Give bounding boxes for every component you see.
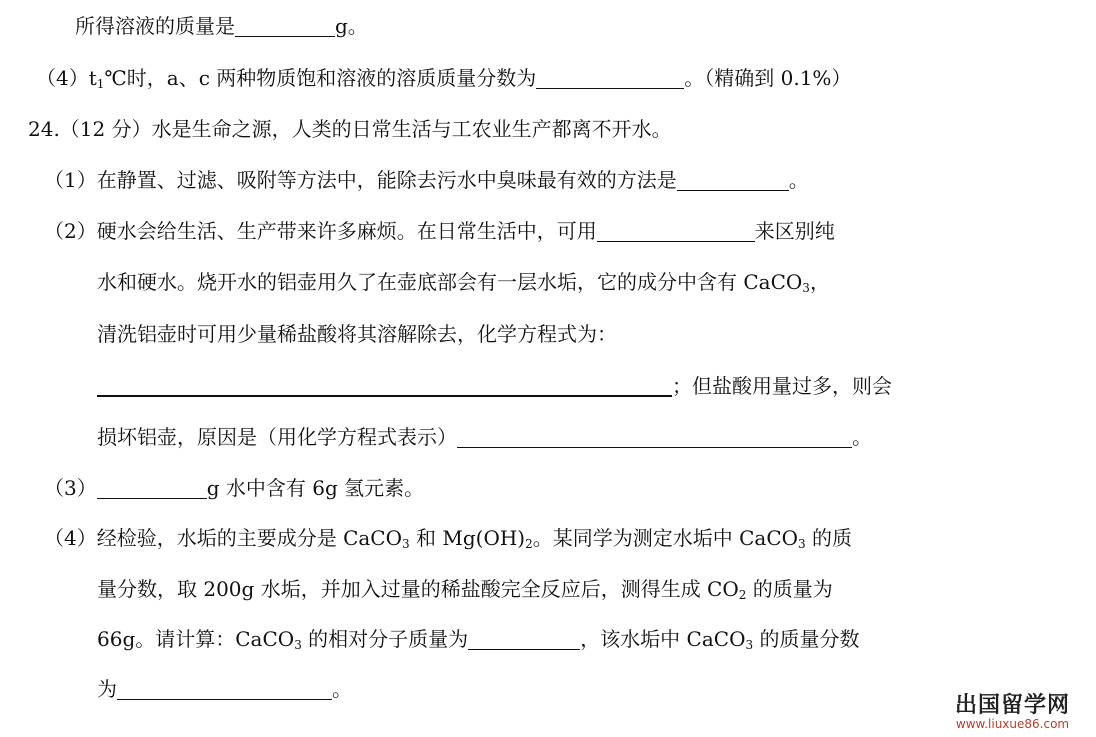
subscript: 1 [96, 77, 105, 91]
text: 所得溶液的质量是 [75, 14, 235, 38]
text: 66g。请计算：CaCO [97, 627, 295, 651]
answer-blank[interactable] [235, 16, 335, 37]
text: 。 [332, 677, 352, 701]
text: （4）t [36, 66, 97, 90]
question-24-heading [28, 115, 672, 143]
text: ，该水垢中 CaCO [580, 627, 746, 651]
text: 。 [852, 425, 872, 449]
subscript: 3 [294, 638, 302, 652]
text: 的质 [805, 526, 853, 550]
text: 。某同学为测定水垢中 CaCO [532, 526, 799, 550]
text: g 水中含有 6g 氢元素。 [206, 476, 425, 500]
answer-blank[interactable] [97, 375, 672, 397]
text: 的相对分子质量为 [301, 627, 469, 651]
text: 来区别纯 [754, 219, 835, 243]
text: （3） [44, 476, 97, 500]
line-q24-2-reason [97, 423, 872, 451]
watermark-logo [955, 688, 1070, 731]
text: ；但盐酸用量过多，则会 [672, 374, 892, 398]
text: g。 [335, 14, 368, 38]
watermark-title: 出国留学网 [954, 693, 1070, 718]
line-q24-4-cont [97, 575, 833, 603]
text: 的质量分数 [753, 627, 860, 651]
text: 水和硬水。烧开水的铝壶用久了在壶底部会有一层水垢，它的成分中含有 CaCO [97, 270, 803, 294]
text: ℃时，a、c 两种物质饱和溶液的溶质质量分数为 [104, 66, 537, 90]
answer-blank[interactable] [597, 221, 755, 242]
answer-blank[interactable] [468, 629, 580, 650]
text: 。 [788, 168, 809, 192]
watermark-url: www.liuxue86.com [955, 717, 1070, 731]
line-q24-2 [44, 217, 835, 245]
text: （1）在静置、过滤、吸附等方法中，能除去污水中臭味最有效的方法是 [44, 168, 677, 192]
answer-blank[interactable] [457, 427, 852, 448]
line-q24-1 [44, 166, 809, 194]
text: 。（精确到 0.1%） [684, 66, 852, 90]
text: 量分数，取 200g 水垢，并加入过量的稀盐酸完全反应后，测得生成 CO [97, 577, 739, 601]
line-q24-2-equation [97, 372, 892, 400]
text: 为 [97, 677, 117, 701]
answer-blank[interactable] [97, 478, 207, 499]
text: 损坏铝壶，原因是（用化学方程式表示） [97, 425, 457, 449]
text: （2）硬水会给生活、生产带来许多麻烦。在日常生活中，可用 [44, 219, 597, 243]
text: 的质量为 [746, 577, 833, 601]
answer-blank[interactable] [677, 170, 789, 191]
line-q24-4 [44, 524, 852, 552]
text: 和 Mg(OH) [409, 526, 526, 550]
line-q24-4-calc [97, 625, 859, 653]
text: （4）经检验，水垢的主要成分是 CaCO [44, 526, 403, 550]
line-q24-3 [44, 474, 424, 502]
answer-blank[interactable] [536, 68, 684, 89]
text: ， [809, 270, 830, 294]
answer-blank[interactable] [117, 679, 332, 700]
line-q24-2-equation-prompt [97, 320, 617, 348]
subscript: 2 [525, 537, 533, 551]
subscript: 3 [402, 537, 410, 551]
line-q24-2-cont [97, 268, 830, 296]
subscript: 3 [745, 638, 754, 652]
line-q24-4-final [97, 675, 352, 703]
subscript: 2 [738, 588, 747, 602]
text: 24.（12 分）水是生命之源，人类的日常生活与工农业生产都离不开水。 [28, 117, 672, 141]
subscript: 3 [798, 537, 806, 551]
line-mass-of-solution [75, 12, 368, 40]
subscript: 3 [802, 281, 810, 295]
line-q4-mass-fraction [36, 64, 851, 92]
text: 清洗铝壶时可用少量稀盐酸将其溶解除去，化学方程式为： [97, 322, 617, 346]
